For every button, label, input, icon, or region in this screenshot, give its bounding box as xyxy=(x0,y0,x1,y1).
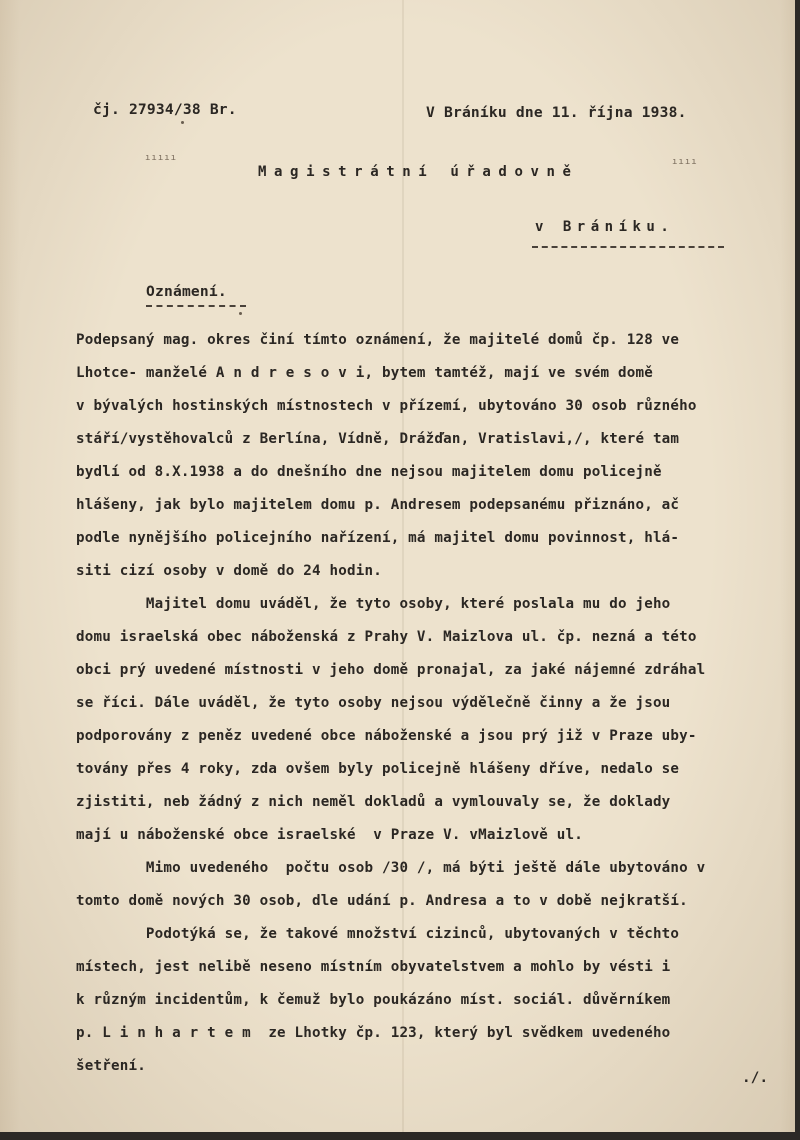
body-line: hlášeny, jak bylo majitelem domu p. Andresem podepsanému přiznáno, ač xyxy=(76,497,680,513)
body-line: k různým incidentům, k čemuž bylo poukázáno míst. sociál. důvěrníkem xyxy=(76,992,671,1008)
document-heading: Oznámení. xyxy=(146,283,227,300)
scan-edge-right xyxy=(795,0,800,1140)
scan-edge-bottom xyxy=(0,1132,800,1140)
place-date: V Bráníku dne 11. října 1938. xyxy=(426,104,687,121)
body-line: v bývalých hostinských místnostech v přízemí, ubytováno 30 osob různého xyxy=(76,398,697,414)
heading-underline xyxy=(146,305,246,307)
body-line: obci prý uvedené místnosti v jeho domě pronajal, za jaké nájemné zdráhal xyxy=(76,662,706,678)
body-line: bydlí od 8.X.1938 a do dnešního dne nejsou majitelem domu policejně xyxy=(76,464,662,480)
body-line: se říci. Dále uváděl, že tyto osoby nejsou výdělečně činny a že jsou xyxy=(76,695,671,711)
body-line: továny přes 4 roky, zda ovšem byly policejně hlášeny dříve, nedalo se xyxy=(76,761,680,777)
body-line: Majitel domu uváděl, že tyto osoby, které poslala mu do jeho xyxy=(76,596,671,612)
body-line: p. L i n h a r t e m ze Lhotky čp. 123, který byl svědkem uvedeného xyxy=(76,1025,671,1041)
reference-number: čj. 27934/38 Br. xyxy=(93,101,237,118)
body-line: zjistiti, neb žádný z nich neměl dokladů a vymlouvaly se, že doklady xyxy=(76,794,671,810)
addressee-line-2: v Bráníku. xyxy=(535,219,675,235)
paper-speck xyxy=(239,312,242,315)
body-line: Podotýká se, že takové množství cizinců, ubytovaných v těchto xyxy=(76,926,680,942)
addressee-line-1: Magistrátní úřadovně xyxy=(258,164,579,180)
body-line: Lhotce- manželé A n d r e s o v i, bytem tamtéž, mají ve svém domě xyxy=(76,365,653,381)
body-line: podle nynějšího policejního nařízení, má majitel domu povinnost, hlá- xyxy=(76,530,680,546)
body-line: tomto domě nových 30 osob, dle udání p. Andresa a to v době nejkratší. xyxy=(76,893,688,909)
paper-speck xyxy=(181,121,184,124)
body-line: místech, jest nelibě neseno místním obyvatelstvem a mohlo by vésti i xyxy=(76,959,671,975)
body-line: šetření. xyxy=(76,1058,146,1074)
continuation-mark: ./. xyxy=(742,1070,769,1086)
paper-mark: ıııı xyxy=(672,157,698,167)
body-line: stáří/vystěhovalců z Berlína, Vídně, Drážďan, Vratislavi,/, které tam xyxy=(76,431,680,447)
body-line: domu israelská obec náboženská z Prahy V. Maizlova ul. čp. nezná a této xyxy=(76,629,697,645)
body-line: Mimo uvedeného počtu osob /30 /, má býti ještě dále ubytováno v xyxy=(76,860,706,876)
body-line: mají u náboženské obce israelské v Praze V. vMaizlově ul. xyxy=(76,827,584,843)
paper-mark: ııııı xyxy=(145,153,178,163)
body-line: siti cizí osoby v domě do 24 hodin. xyxy=(76,563,382,579)
body-line: Podepsaný mag. okres činí tímto oznámení, že majitelé domů čp. 128 ve xyxy=(76,332,680,348)
addressee-underline xyxy=(532,246,724,248)
body-line: podporovány z peněz uvedené obce náboženské a jsou prý již v Praze uby- xyxy=(76,728,697,744)
